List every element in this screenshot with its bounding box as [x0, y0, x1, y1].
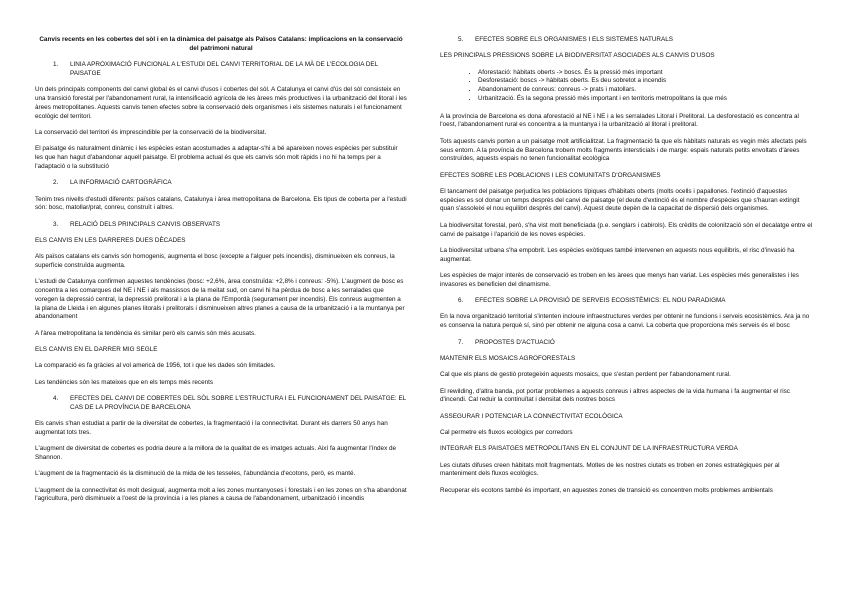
section-number: 7. [458, 338, 464, 346]
section-number: 2. [53, 179, 59, 187]
subheading: ELS CANVIS EN LES DARRERES DUES DÈCADES [35, 236, 186, 244]
paragraph: La conservació del territori és imprescindible per la conservació de la biodiversitat. [35, 128, 267, 136]
list-item: • Urbanització. És la segona pressió més important i en territoris metropolitans la que més [478, 95, 813, 104]
section-number: 4. [53, 395, 59, 403]
pressure-list [440, 69, 813, 104]
right-column [440, 36, 813, 503]
section-title: EFECTES SOBRE LA PROVISIÓ DE SERVEIS ECOSISTÈMICS: EL NOU PARADIGMA [475, 297, 726, 305]
section-title: PROPOSTES D'ACTUACIÓ [475, 338, 555, 346]
paragraph: Als països catalans els canvis són homogenis, augmenta el bosc (excepte a l'alguer pels incendis), disminueixen els conreus, la superfície construïda augmenta. [35, 253, 395, 270]
paragraph: La biodiversitat urbana s'ha empobrit. Les espècies exòtiques també intervenen en aquests nous equilibris, el risc d'invasió ha augmentat. [440, 246, 795, 263]
paragraph: Cal que els plans de gestió protegeixin aquests mosaics, que s'estan perdent per l'abandonament rural. [440, 371, 731, 379]
paragraph: El paisatge és naturalment dinàmic i les espècies estan acostumades a adaptar-s'hi a bé apareixen noves espècies per substituir les que han hagut d'abandonar aquell paisatge. El problema actual és que els canvis són molt ràpids i no hi ha temps per a l'adaptació o la substitució [35, 145, 398, 170]
paragraph: Les ciutats difuses creen hàbitats molt fragmentats. Moltes de les nostres ciutats es troben en zones estratègiques per al manteniment dels fluxos ecològics. [440, 461, 780, 478]
subheading: INTEGRAR ELS PAISATGES METROPOLITANS EN EL CONJUNT DE LA INFRAESTRUCTURA VERDA [440, 445, 738, 453]
paragraph: Un dels principals components del canvi global és el canvi d'usos i cobertes del sòl. A Catalunya el canvi d'ús del sòl consisteix en una transició forestal per l'abandonament rural, la intensificació agrícola de les àrees més productives i la urbanització del litoral i les àrees metropolitanes. Aquests canvis tenen efectes sobre la conservació dels organismes i els sistemes naturals i el funcionament ecològic del territori. [35, 86, 407, 120]
paragraph: En la nova organització territorial s'intenten incloure infraestructures verdes per obtenir ne funcions i serveis ecosistèmics. Ara ja no es conserva la natura perquè sí, sinó per obtenir ne alguna cosa a canvi. La coberta que proporciona més serveis és el bosc [440, 313, 810, 330]
section-heading-7 [458, 339, 813, 348]
subheading: EFECTES SOBRE LES POBLACIONS I LES COMUNITATS D'ORGANISMES [440, 171, 661, 179]
section-title: EFECTES SOBRE ELS ORGANISMES I ELS SISTEMES NATURALS [475, 36, 673, 43]
section-heading-2 [53, 179, 407, 188]
paragraph: Els canvis s'han estudiat a partir de la diversitat de cobertes, la fragmentació i la connectivitat. Durant els darrers 50 anys han augmentat tots tres. [35, 420, 388, 436]
paragraph: Cal permetre els fluxos ecològics per corredors [440, 429, 573, 436]
paragraph: Tenim tres nivells d'estudi diferents: països catalans, Catalunya i àrea metropolitana de Barcelona. Els tipus de coberta per a l'estudi són: bosc, matollar/prat, conreu, construït i altres. [35, 195, 407, 212]
paragraph: La comparació es fa gràcies al vol americà de 1956, tot i que les dades són limitades. [35, 362, 276, 370]
paragraph: El rewilding, d'altra banda, pot portar problemes a aquests conreus i altres aspectes de la vida humana i fa augmentar el risc d'incendi. Cal reduir la continuïtat i densitat dels nostres boscs [440, 387, 790, 404]
subheading: ASSEGURAR I POTENCIAR LA CONNECTIVITAT ECOLÒGICA [440, 412, 623, 420]
subheading: LES PRINCIPALS PRESSIONS SOBRE LA BIODIVERSITAT ASOCIADES ALS CANVIS D'USOS [440, 52, 715, 60]
paragraph: L'estudi de Catalunya confirmen aquestes tendències (bosc: +2,6%, àrea construïda: +2,8% i conreus: -5%). L'augment de bosc es concentra a les comarques del NE i NE i als massissos de la meitat sud, on canvi hi ha pèrdua de bosc a les serralades que voregen la depressió central, la depressió prelitoral i a la plana de l'Empordà (segurament per incendis). Els conreus augmenten a la plana de Lleida i en algunes planes litorals i prelitorals i disminueixen altres planes a causa de la urbanització i a la muntanya per abandonament [35, 278, 405, 321]
document-title: Canvis recents en les cobertes del sòl i en la dinàmica del paisatge als Països Catalans: implicacions en la conservació del patrimoni natural [39, 36, 403, 52]
paragraph: A l'àrea metropolitana la tendència és similar però els canvis són més acusats. [35, 329, 256, 337]
list-item: • Desforestació: boscs -> hàbitats oberts. Es deu sobretot a incendis [478, 77, 813, 86]
paragraph: L'augment de diversitat de cobertes es podria deure a la millora de la qualitat de es imatges actuals. Així fa augmentar l'índex de Shannon. [35, 445, 397, 462]
section-number: 3. [53, 220, 59, 228]
paragraph: Recuperar els ecotons també és important, en aquestes zones de transició es concentren molts problemes ambientals [440, 486, 773, 494]
list-item: • Aforestació: hàbitats oberts -> boscs. És la pressió més important [478, 69, 813, 78]
paragraph: Les tendències són les mateixes que en els temps més recents [35, 378, 214, 386]
section-number: 1. [53, 61, 59, 69]
left-column [35, 36, 407, 512]
paragraph: El tancament del paisatge perjudica les poblacions típiques d'hàbitats oberts (molts ocells i papallones. l'extinció d'aquestes espècies es sol donar un temps després del canvi de paisatge (el deute d'extinció és el nombre d'espècies que s'hauran extingit quan s'assoleixi el nou equilibri després del canvi). Aquest deute depèn de la capacitat de dispersió dels organismes. [440, 187, 800, 213]
paragraph: L'augment de la connectivitat és molt desigual, augmenta molt a les zones muntanyoses i forestals i en les zones on s'ha abandonat l'agricultura, però disminueix a l'oest de la província i a les planes a causa de l'abandonament, urbanització i incendis [35, 486, 407, 503]
section-number: 6. [458, 297, 464, 305]
section-title: LA INFORMACIÓ CARTOGRÀFICA [70, 179, 172, 187]
subheading: ELS CANVIS EN EL DARRER MIG SEGLE [35, 346, 158, 354]
paragraph: La biodiversitat forestal, però, s'ha vist molt beneficiada (p.e. senglars i cabirols). Els crèdits de colonització són el decalatge entre el canvi de paisatge i l'aparició de les noves espècies. [440, 221, 813, 238]
section-heading-6 [458, 297, 813, 306]
paragraph: L'augment de la fragmentació és la disminució de la mida de les tesseles, l'abundància d'ecotons, però, es manté. [35, 470, 356, 478]
section-heading-1 [53, 61, 407, 79]
paragraph: Les espècies de major interès de conservació es troben en les àrees que menys han variat. Les espècies més generalistes i les invasores es beneficien del dinamisme. [440, 272, 799, 288]
subheading: MANTENIR ELS MOSAICS AGROFORESTALS [440, 354, 576, 362]
section-title: LINIA APROXIMACIÓ FUNCIONAL A L'ESTUDI DEL CANVI TERRITORIAL DE LA MÀ DE L'ECOLOGIA DEL PAISATGE [70, 61, 378, 78]
section-title: RELACIÓ DELS PRINCIPALS CANVIS OBSERVATS [70, 220, 221, 228]
section-number: 5. [458, 36, 464, 43]
section-heading-5 [458, 36, 813, 45]
section-heading-3 [53, 221, 407, 230]
paragraph: A la província de Barcelona es dona aforestació al NE i NE i a les serralades Litoral i Prelitoral. La desforestació es concentra al l'oest, l'abandonament rural es concentra a la muntanya i la urbanització al litoral i prelitoral. [440, 112, 799, 129]
section-title: EFECTES DEL CANVI DE COBERTES DEL SÒL SOBRE L'ESTRUCTURA I EL FUNCIONAMENT DEL PAISATGE: EL CAS DE LA PROVÍNCIA DE BARCELONA [70, 395, 406, 411]
list-item: • Abandonament de conreus: conreus -> prats i matollars. [478, 86, 813, 95]
section-heading-4 [53, 395, 407, 413]
paragraph: Tots aquests canvis porten a un paisatge molt artificialitzat. La fragmentació fa que els hàbitats naturals es vegin més afectats pels seus entorn. A la província de Barcelona trobem molts fragments intersticials i de marge: espais naturals petits envoltats d'àrees construïdes, aquests espais no tenen funcionalitat ecològica [440, 137, 807, 163]
